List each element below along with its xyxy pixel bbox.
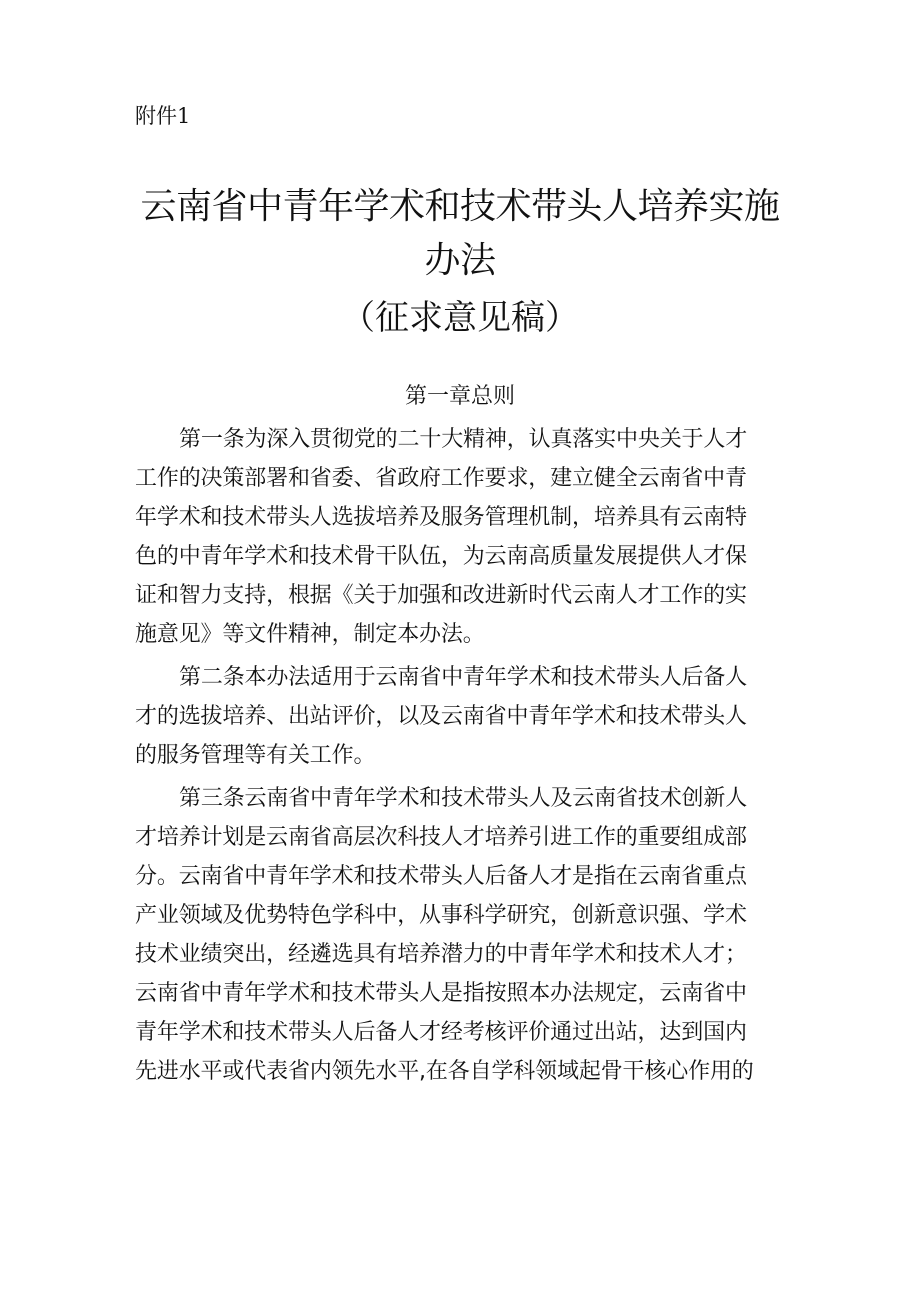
- article-2-paragraph: [135, 658, 795, 775]
- title-line: 办法: [424, 240, 496, 281]
- article-1-paragraph: [135, 420, 795, 654]
- text-line: 分。云南省中青年学术和技术带头人后备人才是指在云南省重点: [135, 864, 747, 889]
- text-line: 才的选拔培养、出站评价，以及云南省中青年学术和技术带头人: [135, 704, 747, 729]
- document-body: [135, 420, 795, 1091]
- text-line: 产业领域及优势特色学科中，从事科学研究，创新意识强、学术: [135, 903, 747, 928]
- text-line: 年学术和技术带头人选拔培养及服务管理机制，培养具有云南特: [135, 505, 747, 530]
- document-subtitle: （征求意见稿）: [341, 298, 579, 338]
- text-line: 第二条本办法适用于云南省中青年学术和技术带头人后备人: [179, 665, 748, 690]
- text-line: 的服务管理等有关工作。: [135, 743, 376, 768]
- article-3-paragraph: [135, 779, 795, 1091]
- text-line: 才培养计划是云南省高层次科技人才培养引进工作的重要组成部: [135, 825, 747, 850]
- text-line: 云南省中青年学术和技术带头人是指按照本办法规定，云南省中: [135, 981, 747, 1006]
- text-line: 工作的决策部署和省委、省政府工作要求，建立健全云南省中青: [135, 466, 747, 491]
- title-line: 云南省中青年学术和技术带头人培养实施: [140, 186, 780, 227]
- text-line: 青年学术和技术带头人后备人才经考核评价通过出站，达到国内: [135, 1020, 747, 1045]
- text-line: 先进水平或代表省内领先水平,在各自学科领域起骨干核心作用的: [135, 1059, 754, 1084]
- text-line: 第三条云南省中青年学术和技术带头人及云南省技术创新人: [179, 786, 748, 811]
- attachment-label: 附件1: [135, 104, 191, 128]
- document-title: [110, 180, 810, 346]
- text-line: 证和智力支持，根据《关于加强和改进新时代云南人才工作的实: [135, 583, 747, 608]
- text-line: 第一条为深入贯彻党的二十大精神，认真落实中央关于人才: [179, 427, 748, 452]
- chapter-heading: 第一章总则: [404, 384, 515, 409]
- text-line: 色的中青年学术和技术骨干队伍，为云南高质量发展提供人才保: [135, 544, 747, 569]
- text-line: 施意见》等文件精神，制定本办法。: [135, 622, 485, 647]
- text-line: 技术业绩突出，经遴选具有培养潜力的中青年学术和技术人才；: [135, 942, 747, 967]
